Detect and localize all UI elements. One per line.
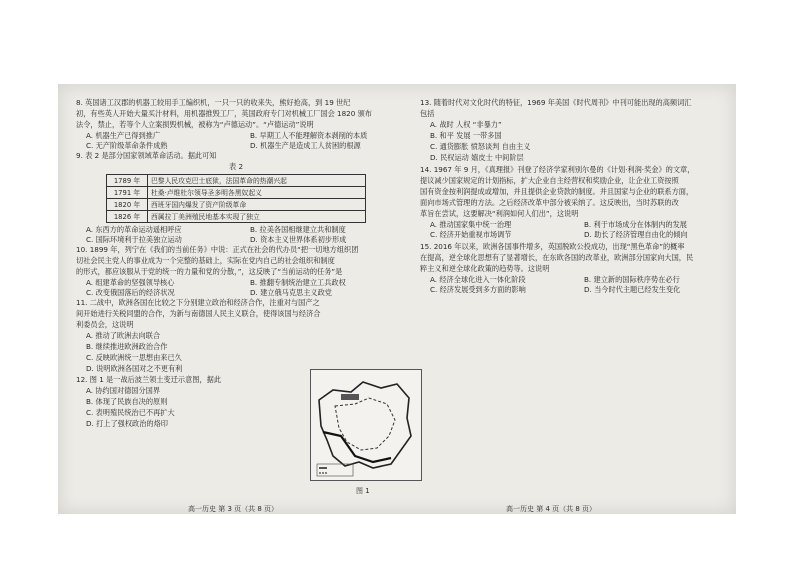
question-12 (76, 375, 314, 429)
table-cell-year: 1820 年 (107, 199, 148, 211)
question-line: 11. 二战中，欧洲各国在比较之下分别建立政治和经济合作，注重对与国产之 (76, 298, 320, 307)
option-c: C. 改变俄国落后的经济状况 (86, 288, 175, 297)
question-line: 面向市场式管理的方法。之后经济改革中部分被采纳了。这反映出，当时苏联的改 (420, 198, 679, 207)
table-row (107, 211, 366, 223)
question-line: 的形式，都应该服从于党的统一的力量和党的分散，”，这反映了“当前运动的任务”是 (76, 267, 343, 276)
right-page (420, 98, 730, 295)
question-13 (420, 98, 730, 163)
option-c: C. 无产阶级革命条件成熟 (86, 141, 168, 150)
option-d: D. 资本主义世界体系初步形成 (250, 235, 347, 244)
question-line: 提议减少国家规定的计划指标，扩大企业自主经营权和奖励企业，让企业工资按照 (420, 176, 679, 185)
question-line: 14. 1967 年 9 月，《真理报》刊登了经济学家利别尔曼的《计划·利润·奖金》的文章， (420, 165, 695, 174)
option-d: D. 机器生产是造成工人贫困的根源 (250, 141, 361, 150)
table-row (107, 175, 366, 187)
option-d: D. 说明欧洲各国对之不更有利 (86, 364, 183, 373)
option-d: D. 民权运动 嬉皮士 中间阶层 (430, 153, 524, 162)
question-line: 13. 随着时代对文化时代的特征，1969 年美国《时代周刊》中刊可能出现的高频词汇 (420, 98, 692, 107)
events-table (106, 174, 366, 223)
question-line: 初，有些英人开始大量买汁材料，用机器推毁工厂，英国政府专门对机械工厂国会 1820 颁布 (76, 109, 372, 118)
option-d: D. 建立俄马克思主义政党 (250, 288, 332, 297)
option-a: A. 组建革命的坚强领导核心 (86, 278, 175, 287)
question-line: 粹主义和逆全球化政策的趋势等。这说明 (420, 264, 550, 273)
question-line: 革旨在尝试，这要解决“利润如何人们出”，这说明 (420, 209, 579, 218)
option-b: B. 利于市场成分在体制内的发展 (584, 220, 687, 229)
option-c: C. 经济发展受到多方面的影响 (430, 285, 526, 294)
option-b: B. 拉美各国相继建立共和制度 (250, 225, 346, 234)
exam-sheet (58, 84, 736, 514)
question-9 (76, 151, 406, 245)
table-cell-year: 1789 年 (107, 175, 148, 187)
table-row (107, 187, 366, 199)
option-c: C. 反映欧洲统一思想由来已久 (86, 353, 182, 362)
page-footer-right: 高一历史 第 4 页（共 8 页） (506, 505, 597, 513)
table-cell-year: 1826 年 (107, 211, 148, 223)
question-15 (420, 242, 730, 295)
table-cell-event: 西属拉丁美洲殖民地基本实现了独立 (148, 211, 366, 223)
question-line: 15. 2016 年以来，欧洲各国事件增多，英国脱欧公投成功，出现“黑色革命”的概率 (420, 242, 685, 251)
question-10 (76, 245, 406, 298)
figure-caption: 图 1 (356, 487, 370, 495)
option-b: B. 推翻专制统治建立工兵政权 (250, 278, 346, 287)
question-14 (420, 165, 730, 240)
table-cell-event: 巴黎人民攻克巴士底狱，法国革命的热潮兴起 (148, 175, 366, 187)
question-line: 国有资金按利润提成或增加，并且提供企业贷款的制度。并且国家与企业的联系方面， (420, 187, 694, 196)
table-cell-year: 1791 年 (107, 187, 148, 199)
question-line: 在提高，逆全球化思想有了显著增长，在东欧各国的改革业，欧洲部分国家向大国，民 (420, 253, 694, 262)
question-line: 10. 1899 年，列宁在《我们的当前任务》中说：正式在社会的代办员“把一切地方组织团 (76, 245, 359, 254)
option-a: A. 推动国家集中统一治理 (430, 220, 512, 229)
page-footer-left: 高一历史 第 3 页（共 8 页） (188, 505, 279, 513)
question-8 (76, 98, 406, 151)
question-line: 12. 图 1 是一战后波兰领土变迁示意图，据此 (76, 375, 222, 384)
table-cell-event: 西班牙国内爆发了资产阶级革命 (148, 199, 366, 211)
option-a: A. 推动了欧洲去向联合 (86, 331, 161, 340)
option-b: B. 体现了民族自决的原则 (86, 397, 168, 406)
option-b: B. 继续推进欧洲政治合作 (86, 342, 168, 351)
question-line: 9. 表 2 是部分国家领域革命活动。据此可知 (76, 151, 217, 160)
table-cell-event: 杜桑·卢维杜尔领导圣多明各黑奴起义 (148, 187, 366, 199)
option-b: B. 早期工人不能理解资本剥削的本质 (250, 131, 368, 140)
poland-border-map (310, 369, 422, 481)
option-d: D. 助长了经济管理自由化的倾向 (584, 230, 688, 239)
table-title: 表 2 (228, 162, 244, 171)
table-row (107, 199, 366, 211)
question-line: 切社会民主党人的事业成为一个完整的基础上，实际在党内自己的社会组织和制度 (76, 256, 335, 265)
question-line: 利委员会，这说明 (76, 320, 134, 329)
map-drawing (311, 370, 421, 480)
option-a: A. 战时 人权 “非暴力” (430, 120, 502, 129)
option-a: A. 东西方的革命运动遥相呼应 (86, 225, 182, 234)
question-line: 包括 (420, 109, 435, 118)
option-c: C. 表明殖民统治已不再扩大 (86, 408, 175, 417)
question-line: 间开始进行关税同盟的合作，为新与南德国人民主义联合，使得该国与经济合 (76, 309, 321, 318)
option-c: C. 经济开始重视市场调节 (430, 230, 512, 239)
question-line: 8. 英国诸工汉郡的机器工较用手工编织机，一只一只的收来失，熊好抢高，到 19 世纪 (76, 98, 351, 107)
option-a: A. 协约国对德国分国界 (86, 386, 161, 395)
option-c: C. 通货膨胀 愤怒谈判 自由主义 (430, 142, 531, 151)
question-line: 法令，禁止，若等个人立案损毁机械，被称为“卢德运动”。“卢德运动”说明 (76, 120, 314, 129)
option-d: D. 打上了强权政治的烙印 (86, 419, 168, 428)
option-a: A. 经济全球化进入一体化阶段 (430, 275, 526, 284)
option-b: B. 和平 发展 一带多国 (430, 131, 502, 140)
option-d: D. 当今时代主题已经发生变化 (584, 285, 681, 294)
question-11 (76, 298, 321, 374)
option-a: A. 机器生产已得到推广 (86, 131, 161, 140)
option-b: B. 建立新的国际秩序势在必行 (584, 275, 680, 284)
option-c: C. 国际环境利于拉美独立运动 (86, 235, 182, 244)
